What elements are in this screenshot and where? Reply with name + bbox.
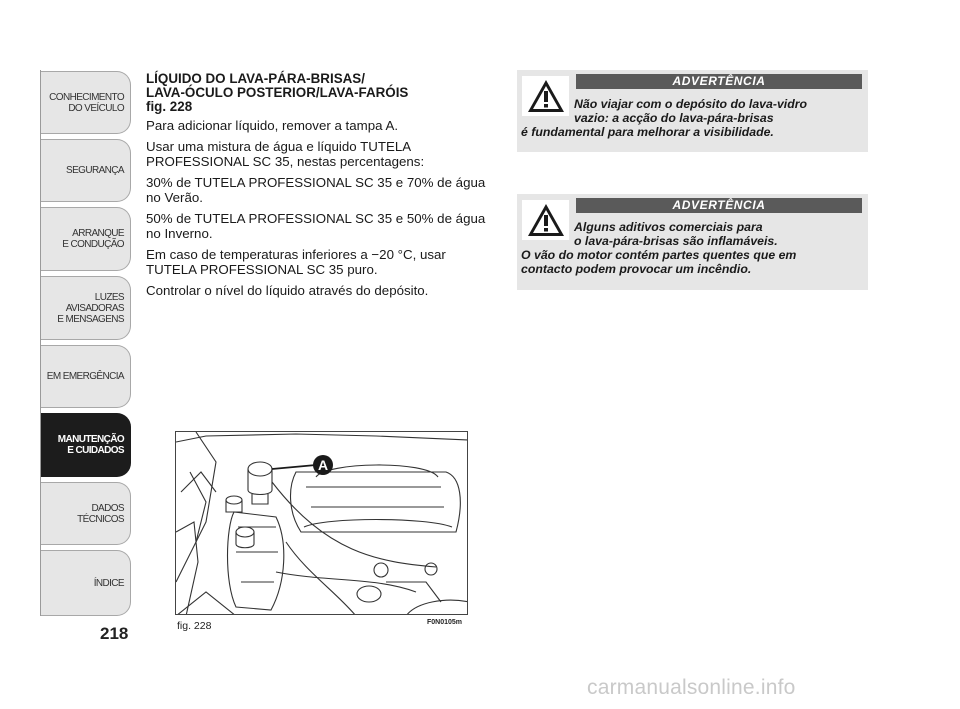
warning-line: contacto podem provocar um incêndio. xyxy=(521,262,752,276)
paragraph: Controlar o nível do líquido através do depósito. xyxy=(146,283,429,298)
tab-conhecimento-do-veiculo[interactable]: CONHECIMENTO DO VEÍCULO xyxy=(41,71,131,134)
heading-line: LÍQUIDO DO LAVA-PÁRA-BRISAS/ xyxy=(146,71,365,86)
figure-caption: fig. 228 xyxy=(177,620,212,632)
watermark: carmanualsonline.info xyxy=(587,676,796,699)
callout-label: A xyxy=(317,457,329,473)
section-heading xyxy=(146,72,496,114)
tab-arranque-e-conducao[interactable]: ARRANQUE E CONDUÇÃO xyxy=(41,207,131,271)
figure-code: F0N0105m xyxy=(427,619,463,626)
main-text-column xyxy=(146,72,496,304)
warning-box xyxy=(517,194,868,290)
heading-figure-ref: fig. 228 xyxy=(146,99,193,114)
tab-luzes-avisadoras[interactable]: LUZES AVISADORAS E MENSAGENS xyxy=(41,276,131,340)
warning-line: é fundamental para melhorar a visibilidade. xyxy=(521,125,774,139)
page-number: 218 xyxy=(100,624,129,643)
warning-line: O vão do motor contém partes quentes que em xyxy=(521,248,797,262)
warning-title: ADVERTÊNCIA xyxy=(576,198,862,213)
paragraph: Usar uma mistura de água e líquido TUTELA PROFESSIONAL SC 35, nestas percentagens: xyxy=(146,139,425,169)
paragraph: Para adicionar líquido, remover a tampa A. xyxy=(146,118,399,133)
warning-line: Alguns aditivos comerciais para xyxy=(574,220,763,234)
engine-bay-illustration xyxy=(176,432,468,615)
warning-line: o lava-pára-brisas são inflamáveis. xyxy=(574,234,778,248)
paragraph: 50% de TUTELA PROFESSIONAL SC 35 e 50% de água no Inverno. xyxy=(146,211,486,241)
warning-line: Não viajar com o depósito do lava-vidro xyxy=(574,97,808,111)
warning-box xyxy=(517,70,868,152)
engine-bay-figure xyxy=(175,431,468,615)
warning-line: vazio: a acção do lava-pára-brisas xyxy=(574,111,774,125)
warning-text xyxy=(521,97,864,139)
paragraph: 30% de TUTELA PROFESSIONAL SC 35 e 70% de água no Verão. xyxy=(146,175,486,205)
tab-indice[interactable]: ÍNDICE xyxy=(41,550,131,616)
heading-line: LAVA-ÓCULO POSTERIOR/LAVA-FARÓIS xyxy=(146,85,409,100)
tab-seguranca[interactable]: SEGURANÇA xyxy=(41,139,131,202)
warning-title: ADVERTÊNCIA xyxy=(576,74,862,89)
tab-manutencao-e-cuidados[interactable]: MANUTENÇÃO E CUIDADOS xyxy=(41,413,131,477)
tab-dados-tecnicos[interactable]: DADOS TÉCNICOS xyxy=(41,482,131,545)
tab-em-emergencia[interactable]: EM EMERGÊNCIA xyxy=(41,345,131,408)
warning-text xyxy=(521,220,864,276)
paragraph: Em caso de temperaturas inferiores a −20 °C, usar TUTELA PROFESSIONAL SC 35 puro. xyxy=(146,247,446,277)
